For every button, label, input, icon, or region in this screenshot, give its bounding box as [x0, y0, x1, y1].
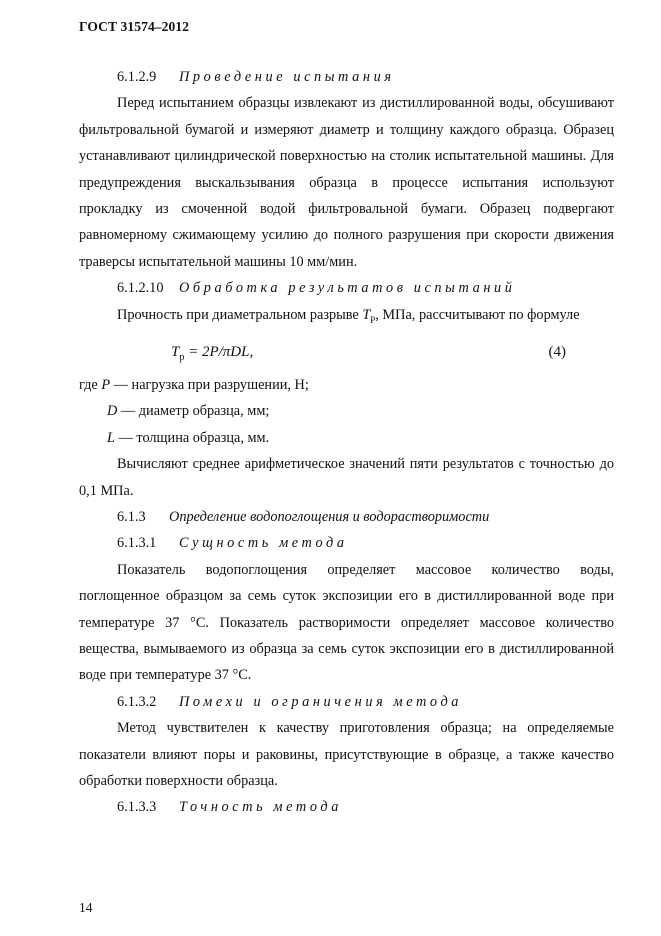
symbol-T-subscript: P	[370, 314, 376, 325]
document-body	[79, 64, 614, 821]
definition-D: D — диаметр образца, мм;	[107, 403, 270, 420]
section-title: Определение водопоглощения и водорастворимости	[169, 508, 490, 525]
page-header: ГОСТ 31574–2012	[79, 19, 190, 34]
paragraph-method-limitations: Метод чувствителен к качеству приготовления образца; на определяемые показатели влияют поры и раковины, присутствующие в образце, а также качество обработки поверхности образца.	[79, 720, 614, 790]
definition-L: L — толщина образца, мм.	[107, 429, 270, 446]
section-heading-6-1-2-9	[79, 64, 614, 90]
paragraph-method-essence: Показатель водопоглощения определяет массовое количество воды, поглощенное образцом за семь суток экспозиции его в дистиллированной воде при температуре 37 °С. Показатель растворимости определяет массовое количество вещества, вымываемого из образца за семь суток экспозиции его в дистиллированной воде при температуре 37 °С.	[79, 561, 614, 684]
section-heading-6-1-3	[79, 504, 614, 530]
section-title: Проведение испытания	[179, 69, 395, 85]
section-title: Помехи и ограничения метода	[179, 693, 463, 710]
symbol-T: T	[362, 306, 371, 323]
section-number: 6.1.3.1	[117, 535, 157, 552]
formula-row	[79, 334, 614, 372]
section-number: 6.1.2.9	[117, 69, 157, 85]
equation-number: (4)	[548, 343, 566, 360]
section-number: 6.1.3.2	[117, 693, 157, 710]
paragraph-test-procedure: Перед испытанием образцы извлекают из дистиллированной воды, обсушивают фильтровальной бумагой и измеряют диаметр и толщину каждого образца. Образец устанавливают цилиндрической поверхностью на столик испытательной машины. Для предупреждения выскальзывания образца в процессе испытания используют прокладку из смоченной водой фильтровальной бумаги. Образец подвергают равномерному сжимающему усилию до полного разрушения при скорости движения траверсы испытательной машины 10 мм/мин.	[79, 95, 614, 270]
paragraph-average-calculation: Вычисляют среднее арифметическое значений пяти результатов с точностью до 0,1 МПа.	[79, 456, 614, 499]
section-title: Точность метода	[179, 799, 342, 816]
section-heading-6-1-3-3	[79, 794, 614, 820]
paragraph-strength-formula-intro: Прочность при диаметральном разрыве $T_P$, МПа, рассчитывают по формуле	[117, 306, 580, 325]
section-number: 6.1.3.3	[117, 799, 157, 816]
section-number: 6.1.2.10	[117, 280, 164, 297]
page-number: 14	[79, 900, 93, 915]
section-heading-6-1-3-1	[79, 530, 614, 556]
formula-4: $T_p = 2P/\pi DL$,	[171, 343, 254, 363]
section-heading-6-1-2-10	[79, 275, 614, 301]
section-number: 6.1.3	[117, 508, 146, 525]
definition-P: где P — нагрузка при разрушении, Н;	[79, 376, 309, 393]
section-title: Обработка результатов испытаний	[179, 280, 516, 297]
section-title: Сущность метода	[179, 535, 348, 552]
section-heading-6-1-3-2	[79, 689, 614, 715]
